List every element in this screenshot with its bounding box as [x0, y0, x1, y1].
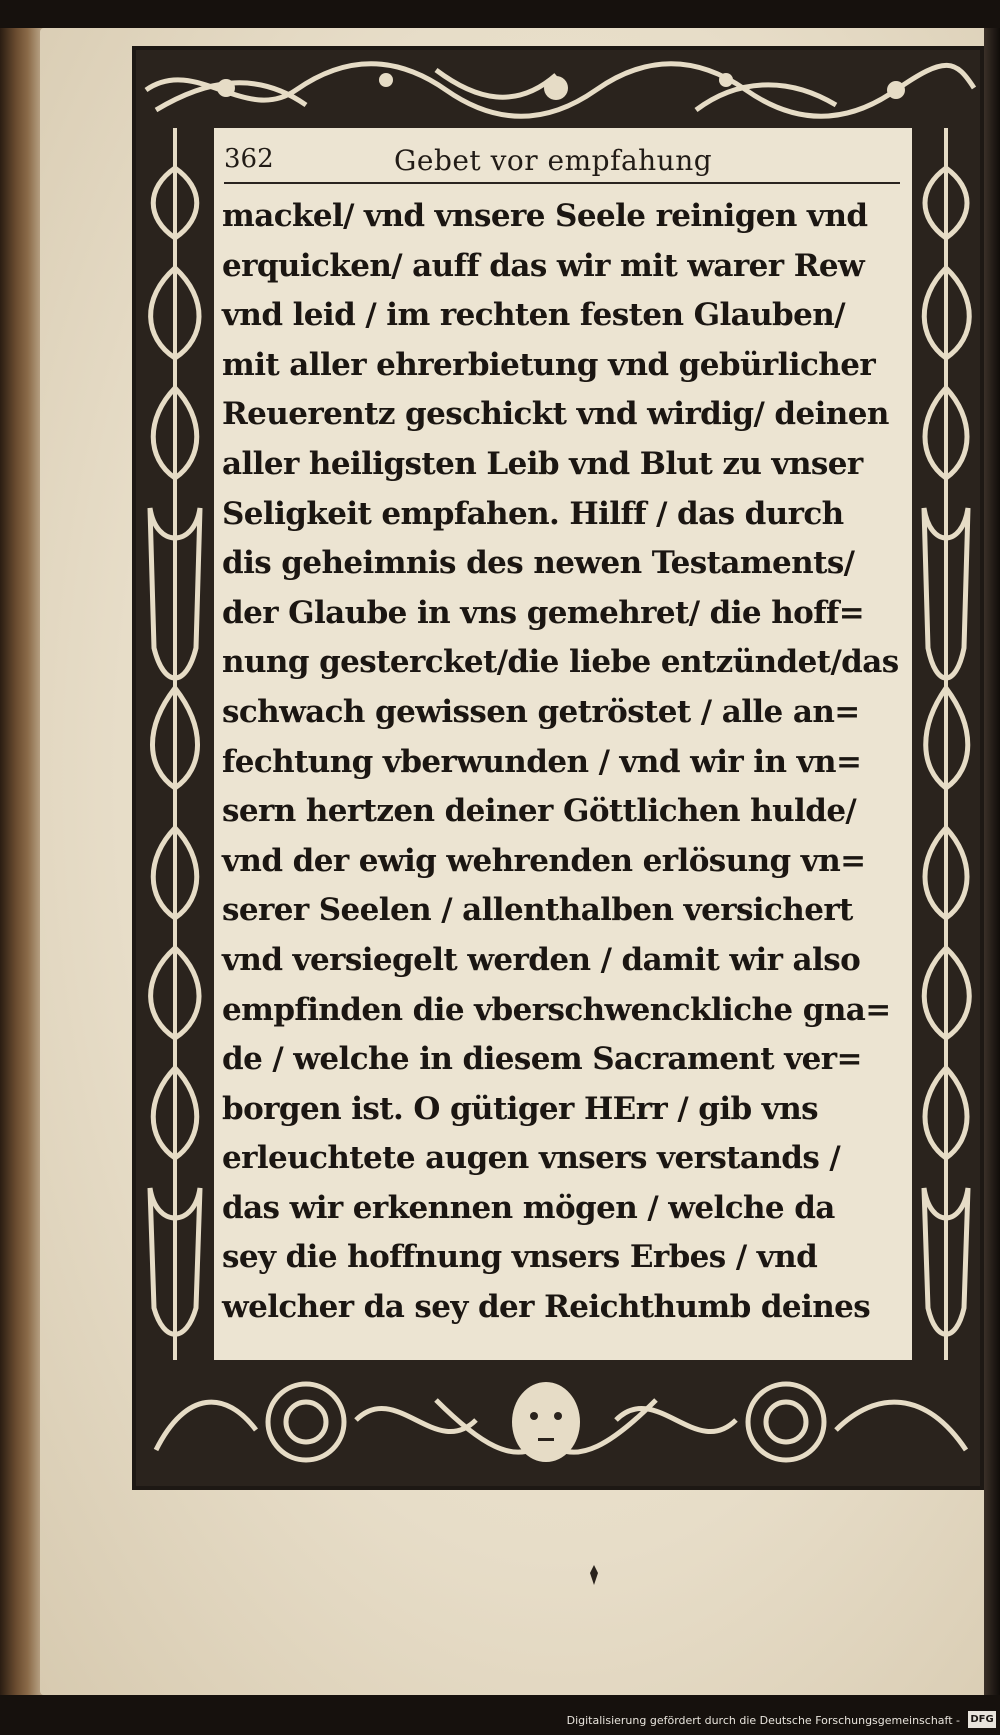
text-line: aller heiligsten Leib vnd Blut zu vnser [222, 445, 863, 482]
small-ornament-mark [586, 1565, 602, 1585]
text-line: erquicken/ auff das wir mit warer Rew [222, 247, 865, 284]
text-line: schwach gewissen getröstet / alle an= [222, 693, 860, 730]
text-block [214, 128, 912, 1360]
text-line: erleuchtete augen vnsers verstands / [222, 1140, 841, 1177]
page-number: 362 [224, 144, 274, 174]
page-header [224, 142, 900, 184]
body-text [222, 192, 906, 1333]
running-head: Gebet vor empfahung [394, 144, 713, 177]
dfg-logo: DFG [968, 1711, 996, 1728]
text-line: serer Seelen / allenthalben versichert [222, 892, 853, 929]
text-line: das wir erkennen mögen / welche da [222, 1189, 835, 1226]
text-line: Seligkeit empfahen. Hilff / das durch [222, 495, 844, 532]
text-line: borgen ist. O gütiger HErr / gib vns [222, 1090, 818, 1127]
text-line: sern hertzen deiner Göttlichen hulde/ [222, 793, 857, 830]
text-line: de / welche in diesem Sacrament ver= [222, 1041, 862, 1078]
digitization-credit: Digitalisierung gefördert durch die Deutsche Forschungsgemeinschaft - [566, 1714, 960, 1727]
text-line: vnd der ewig wehrenden erlösung vn= [222, 842, 866, 879]
text-line: mackel/ vnd vnsere Seele reinigen vnd [222, 198, 868, 234]
text-line: vnd leid / im rechten festen Glauben/ [222, 297, 845, 334]
text-line: dis geheimnis des newen Testaments/ [222, 545, 855, 582]
text-line: sey die hoffnung vnsers Erbes / vnd [222, 1239, 818, 1276]
text-line: welcher da sey der Reichthumb deines [222, 1289, 871, 1326]
text-line: der Glaube in vns gemehret/ die hoff= [222, 594, 865, 631]
page-edge-shadow [984, 28, 1000, 1695]
text-line: vnd versiegelt werden / damit wir also [222, 941, 861, 978]
text-line: mit aller ehrerbietung vnd gebürlicher [222, 346, 876, 383]
text-line: fechtung vberwunden / vnd wir in vn= [222, 743, 862, 780]
text-line: empfinden die vberschwenckliche gna= [222, 991, 891, 1028]
text-line: Reuerentz geschickt vnd wirdig/ deinen [222, 396, 889, 433]
text-line: nung gestercket/die liebe entzündet/das [222, 644, 899, 681]
